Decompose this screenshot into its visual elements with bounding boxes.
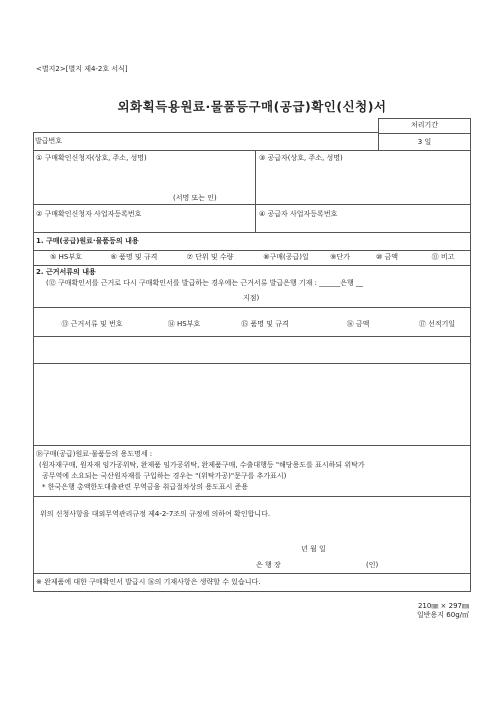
applicant-registration-label: ② 구매확인신청자 사업자등록번호 <box>36 210 142 218</box>
col-amount: ⑩ 금액 <box>375 253 399 261</box>
section1-title: 1. 구매(공급)원료·물품등의 내용 <box>36 237 139 245</box>
processing-period-label: 처리기간 <box>410 121 439 129</box>
application-form <box>33 132 471 592</box>
footnote: ※ 완제품에 대한 구매확인서 발급시 ⑯의 기재사항은 생략할 수 있습니다. <box>36 578 261 586</box>
col-basis-hs-code: ⑭ HS부호 <box>167 320 201 328</box>
col-unit-quantity: ⑦ 단위 및 수량 <box>186 253 234 261</box>
col-shipment-date: ⑰ 선적기일 <box>418 320 456 328</box>
supplier-name-label: ③ 공급자(상호, 주소, 성명) <box>259 154 343 162</box>
applicant-name-label: ① 구매확인신청자(상호, 주소, 성명) <box>36 154 147 162</box>
issue-number-label: 발급번호 <box>35 137 63 145</box>
col-purchase-date: ⑧구매(공급)일 <box>263 253 309 261</box>
bank-manager-label: 은 행 장 <box>256 561 281 569</box>
supplier-registration-label: ④ 공급자 사업자등록번호 <box>259 210 338 218</box>
section2-column-headers <box>33 320 471 330</box>
usage-title: ⑱구매(공급)원료·물품등의 용도명세 : <box>36 450 153 458</box>
usage-line2: (원자재구매, 원자재 임가공위탁, 완제품 임가공위탁, 완제품구매, 수출대행등 "해당용도를 표시하되 위탁가 <box>39 461 365 469</box>
declaration-date: 년 월 일 <box>301 545 326 553</box>
col-basis-item-spec: ⑮ 품명 및 규격 <box>241 320 289 328</box>
form-annex-label: <별지2>[별지 제4-2호 서식] <box>36 65 128 73</box>
declaration-text: 위의 신청사항을 대외무역관리규정 제4-2-7조의 규정에 의하여 확인합니다. <box>40 510 271 518</box>
page-title: 외화획득용원료·물품등구매(공급)확인(신청)서 <box>117 99 387 114</box>
section2-note-line2: 지점) <box>243 294 260 302</box>
col-basis-amount: ⑯ 금액 <box>346 320 370 328</box>
paper-type: 일반용지 60g/㎡ <box>417 611 469 619</box>
col-item-spec: ⑥ 품명 및 규격 <box>110 253 158 261</box>
section2-title: 2. 근거서류의 내용 <box>36 268 96 276</box>
section1-column-headers <box>33 253 471 263</box>
paper-size: 210㎜ × 297㎜ <box>417 602 469 610</box>
col-unit-price: ⑨단가 <box>330 253 350 261</box>
usage-line3: 공무역에 소요되는 국산원자재를 구입하는 경우는 "(위탁가공)"문구를 추가표시) <box>42 472 287 480</box>
processing-period-value: 3 일 <box>417 138 432 146</box>
bank-seal: (인) <box>366 561 379 569</box>
col-basis-document: ⑬ 근거서류 및 번호 <box>61 320 123 328</box>
applicant-signature: (서명 또는 인) <box>173 194 217 202</box>
section2-note-line1: (⑫ 구매확인서를 근거로 다시 구매확인서를 발급하는 경우에는 근거서류 발급은행 기재 : ______은행 __ <box>46 279 363 287</box>
usage-line4: * 한국은행 총액한도대출관련 무역금융 취급절차상의 용도표시 준용 <box>42 483 249 491</box>
col-hs-code: ⑤ HS부호 <box>50 253 82 261</box>
col-remarks: ⑪ 비고 <box>431 253 455 261</box>
